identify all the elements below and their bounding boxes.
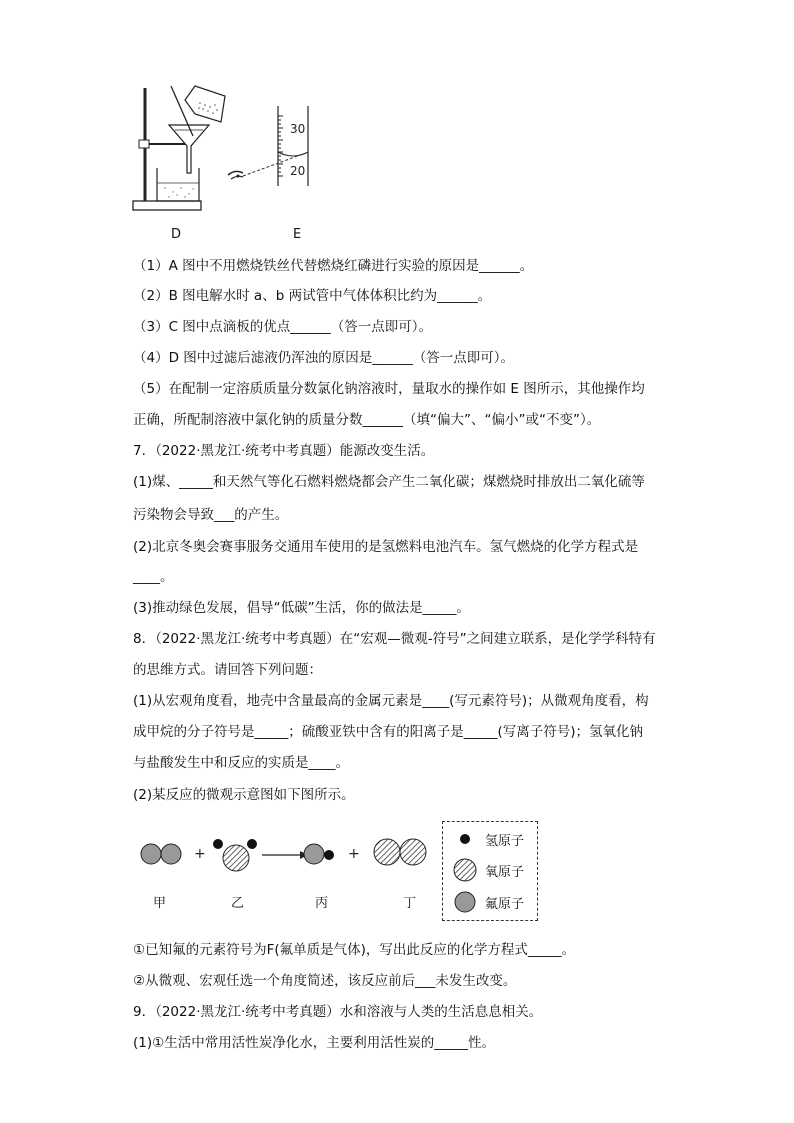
label-yi: 乙 [231,896,245,911]
label-jia: 甲 [153,896,167,911]
q7-item-3: (3)推动绿色发展，倡导“低碳”生活，你的做法是_____。 [133,600,470,616]
eye-icon [228,171,243,179]
q6-item-1: （1）A 图中不用燃烧铁丝代替燃烧红磷进行实验的原因是______。 [133,258,534,274]
plus-sign-2: + [348,846,360,862]
atom-legend [442,821,538,921]
fluorine-atom-icon [455,892,475,912]
hydrogen-atom-icon [460,834,470,844]
q6-item-5a: （5）在配制一定溶质质量分数氯化钠溶液时，量取水的操作如 E 图所示，其他操作均 [133,381,645,397]
q7-item-1a: (1)煤、_____和天然气等化石燃料燃烧都会产生二氧化碳；煤燃烧时排放出二氧化硫等 [133,474,645,490]
q9-title: 9．（2022·黑龙江·统考中考真题）水和溶液与人类的生活息息相关。 [133,1004,543,1020]
molecule-yi [213,839,257,871]
q7-item-1b: 污染物会导致___的产生。 [133,507,289,523]
q8-item-1a: (1)从宏观角度看，地壳中含量最高的金属元素是____(写元素符号)；从微观角度看，构 [133,693,649,709]
q8-item-2: (2)某反应的微观示意图如下图所示。 [133,787,355,803]
legend-oxygen: 氧原子 [485,865,525,880]
legend-fluorine: 氟原子 [485,897,525,912]
molecule-ding [374,839,426,865]
q6-item-5b: 正确，所配制溶液中氯化钠的质量分数______（填“偏大”、“偏小”或“不变”）。 [133,412,601,428]
q6-item-4: （4）D 图中过滤后滤液仍浑浊的原因是______（答一点即可）。 [133,350,515,366]
q8-item-1b: 成甲烷的分子符号是_____；硫酸亚铁中含有的阳离子是_____(写离子符号)；氢氧化钠 [133,724,644,740]
q7-item-2a: (2)北京冬奥会赛事服务交通用车使用的是氢燃料电池汽车。氢气燃烧的化学方程式是 [133,539,639,555]
molecule-jia [141,844,181,864]
q8-title-a: 8．（2022·黑龙江·统考中考真题）在“宏观—微观-符号”之间建立联系，是化学学科特有 [133,631,656,647]
reaction-arrow [262,851,308,859]
oxygen-atom-icon [454,859,476,881]
q9-item-1: (1)①生活中常用活性炭净化水，主要利用活性炭的_____性。 [133,1035,495,1051]
reaction-diagram [130,825,440,885]
pouring-beaker [185,86,225,122]
q8-title-b: 的思维方式。请回答下列问题： [133,662,322,678]
plus-sign-1: + [194,846,206,862]
receiving-beaker [157,168,199,201]
q6-item-2: （2）B 图电解水时 a、b 两试管中气体体积比约为______。 [133,288,492,304]
q8-sub-2: ②从微观、宏观任选一个角度简述，该反应前后___未发生改变。 [133,973,517,989]
q8-item-1c: 与盐酸发生中和反应的实质是____。 [133,755,349,771]
figure-label-d: D [171,227,182,242]
apparatus-figure [125,78,325,218]
tick-label-30: 30 [290,122,306,136]
funnel [169,125,209,173]
stand-base [133,201,201,210]
tick-label-20: 20 [290,164,306,178]
q8-sub-1: ①已知氟的元素符号为F(氟单质是气体)，写出此反应的化学方程式_____。 [133,942,576,958]
label-ding: 丁 [403,896,417,911]
legend-hydrogen: 氢原子 [485,834,525,849]
label-bing: 丙 [315,896,329,911]
molecule-bing [304,844,334,864]
q6-item-3: （3）C 图中点滴板的优点______（答一点即可）。 [133,319,433,335]
figure-label-e: E [293,227,302,242]
q7-title: 7．（2022·黑龙江·统考中考真题）能源改变生活。 [133,443,435,459]
q7-item-2b: ____。 [133,569,174,585]
